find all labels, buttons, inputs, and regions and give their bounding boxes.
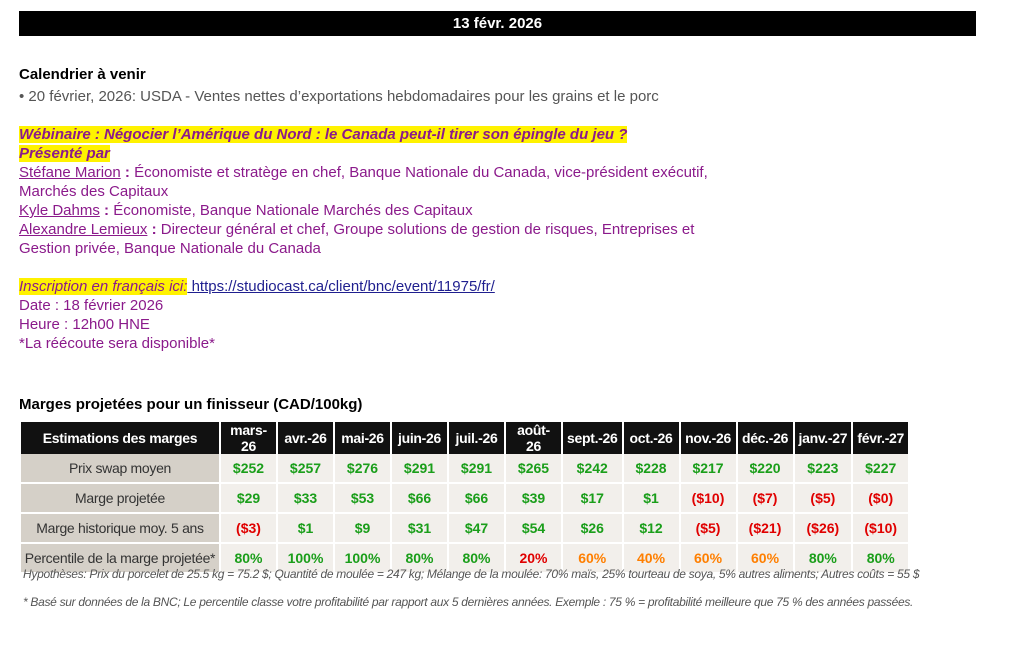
value-cell: $217 [680, 454, 737, 483]
value-cell: $257 [277, 454, 334, 483]
margins-table [21, 422, 910, 574]
value-cell: 40% [623, 543, 680, 573]
table-row [21, 513, 909, 543]
value-cell: $54 [505, 513, 562, 543]
speaker-3-cont: Gestion privée, Banque Nationale du Canada [19, 240, 321, 257]
value-cell: $1 [277, 513, 334, 543]
speaker-name[interactable]: Alexandre Lemieux [19, 221, 148, 238]
value-cell: $228 [623, 454, 680, 483]
value-cell: $291 [448, 454, 505, 483]
value-cell: 100% [277, 543, 334, 573]
calendar-title: Calendrier à venir [19, 66, 146, 83]
month-header: juil.-26 [448, 422, 505, 454]
value-cell: $29 [220, 483, 277, 513]
value-cell: $66 [391, 483, 448, 513]
speaker-1: Stéfane Marion : Économiste et stratège en chef, Banque Nationale du Canada, vice-président exécutif, [19, 164, 708, 181]
speaker-1-cont: Marchés des Capitaux [19, 183, 169, 200]
calendar-item: • 20 février, 2026: USDA - Ventes nettes d’exportations hebdomadaires pour les grains et le porc [19, 88, 659, 105]
value-cell: $33 [277, 483, 334, 513]
value-cell: $31 [391, 513, 448, 543]
month-header: déc.-26 [737, 422, 794, 454]
value-cell: $220 [737, 454, 794, 483]
value-cell: 100% [334, 543, 391, 573]
row-label: Marge projetée [21, 483, 220, 513]
webinar-time: Heure : 12h00 HNE [19, 316, 150, 333]
value-cell: $26 [562, 513, 623, 543]
value-cell: 80% [391, 543, 448, 573]
value-cell: $276 [334, 454, 391, 483]
hypotheses-note: Hypothèses: Prix du porcelet de 25.5 kg = 75.2 $; Quantité de moulée = 247 kg; Mélange de la moulée: 70% maïs, 25% tourteau de soya, 5% autres aliments; Autres coûts = 55 $ [23, 567, 920, 581]
inscription-link[interactable]: https://studiocast.ca/client/bnc/event/11975/fr/ [187, 278, 495, 295]
table-title: Marges projetées pour un finisseur (CAD/100kg) [19, 396, 363, 413]
value-cell: $223 [794, 454, 853, 483]
value-cell: $227 [852, 454, 909, 483]
value-cell: $291 [391, 454, 448, 483]
value-cell: $252 [220, 454, 277, 483]
speaker-name[interactable]: Stéfane Marion [19, 164, 121, 181]
value-cell: 80% [794, 543, 853, 573]
value-cell: $66 [448, 483, 505, 513]
presented-by: Présenté par [19, 145, 110, 162]
value-cell: ($10) [852, 513, 909, 543]
webinar-date: Date : 18 février 2026 [19, 297, 164, 314]
main-content [19, 66, 979, 353]
value-cell: ($5) [794, 483, 853, 513]
value-cell: 80% [448, 543, 505, 573]
speaker-name[interactable]: Kyle Dahms [19, 202, 100, 219]
month-header: févr.-27 [852, 422, 909, 454]
month-header: avr.-26 [277, 422, 334, 454]
table-corner: Estimations des marges [21, 422, 220, 454]
table-header-row [21, 422, 909, 454]
speaker-2: Kyle Dahms : Économiste, Banque Nationale Marchés des Capitaux [19, 202, 473, 219]
month-header: nov.-26 [680, 422, 737, 454]
month-header: janv.-27 [794, 422, 853, 454]
month-header: mars-26 [220, 422, 277, 454]
value-cell: $39 [505, 483, 562, 513]
table-row [21, 454, 909, 483]
row-label: Percentile de la marge projetée* [21, 543, 220, 573]
value-cell: 80% [220, 543, 277, 573]
value-cell: ($7) [737, 483, 794, 513]
value-cell: $12 [623, 513, 680, 543]
value-cell: $17 [562, 483, 623, 513]
value-cell: ($0) [852, 483, 909, 513]
value-cell: 60% [737, 543, 794, 573]
value-cell: ($5) [680, 513, 737, 543]
value-cell: 20% [505, 543, 562, 573]
table-row [21, 483, 909, 513]
value-cell: $53 [334, 483, 391, 513]
webinar-title: Wébinaire : Négocier l’Amérique du Nord : le Canada peut-il tirer son épingle du jeu ? [19, 126, 628, 143]
value-cell: 80% [852, 543, 909, 573]
webinar-replay: *La réécoute sera disponible* [19, 335, 215, 352]
value-cell: 60% [680, 543, 737, 573]
value-cell: $265 [505, 454, 562, 483]
value-cell: ($26) [794, 513, 853, 543]
month-header: oct.-26 [623, 422, 680, 454]
value-cell: 60% [562, 543, 623, 573]
row-label: Marge historique moy. 5 ans [21, 513, 220, 543]
value-cell: $1 [623, 483, 680, 513]
row-label: Prix swap moyen [21, 454, 220, 483]
value-cell: $47 [448, 513, 505, 543]
value-cell: $242 [562, 454, 623, 483]
value-cell: $9 [334, 513, 391, 543]
footnote: * Basé sur données de la BNC; Le percentile classe votre profitabilité par rapport aux 5 dernières années. Exemple : 75 % = profitabilité meilleure que 75 % des années passées. [23, 595, 914, 609]
month-header: juin-26 [391, 422, 448, 454]
month-header: mai-26 [334, 422, 391, 454]
value-cell: ($10) [680, 483, 737, 513]
month-header: août-26 [505, 422, 562, 454]
speaker-3: Alexandre Lemieux : Directeur général et chef, Groupe solutions de gestion de risques, Entreprises et [19, 221, 695, 238]
inscription-label: Inscription en français ici: [19, 278, 188, 295]
month-header: sept.-26 [562, 422, 623, 454]
table-body [21, 454, 909, 573]
value-cell: ($3) [220, 513, 277, 543]
value-cell: ($21) [737, 513, 794, 543]
date-header: 13 févr. 2026 [19, 11, 976, 36]
